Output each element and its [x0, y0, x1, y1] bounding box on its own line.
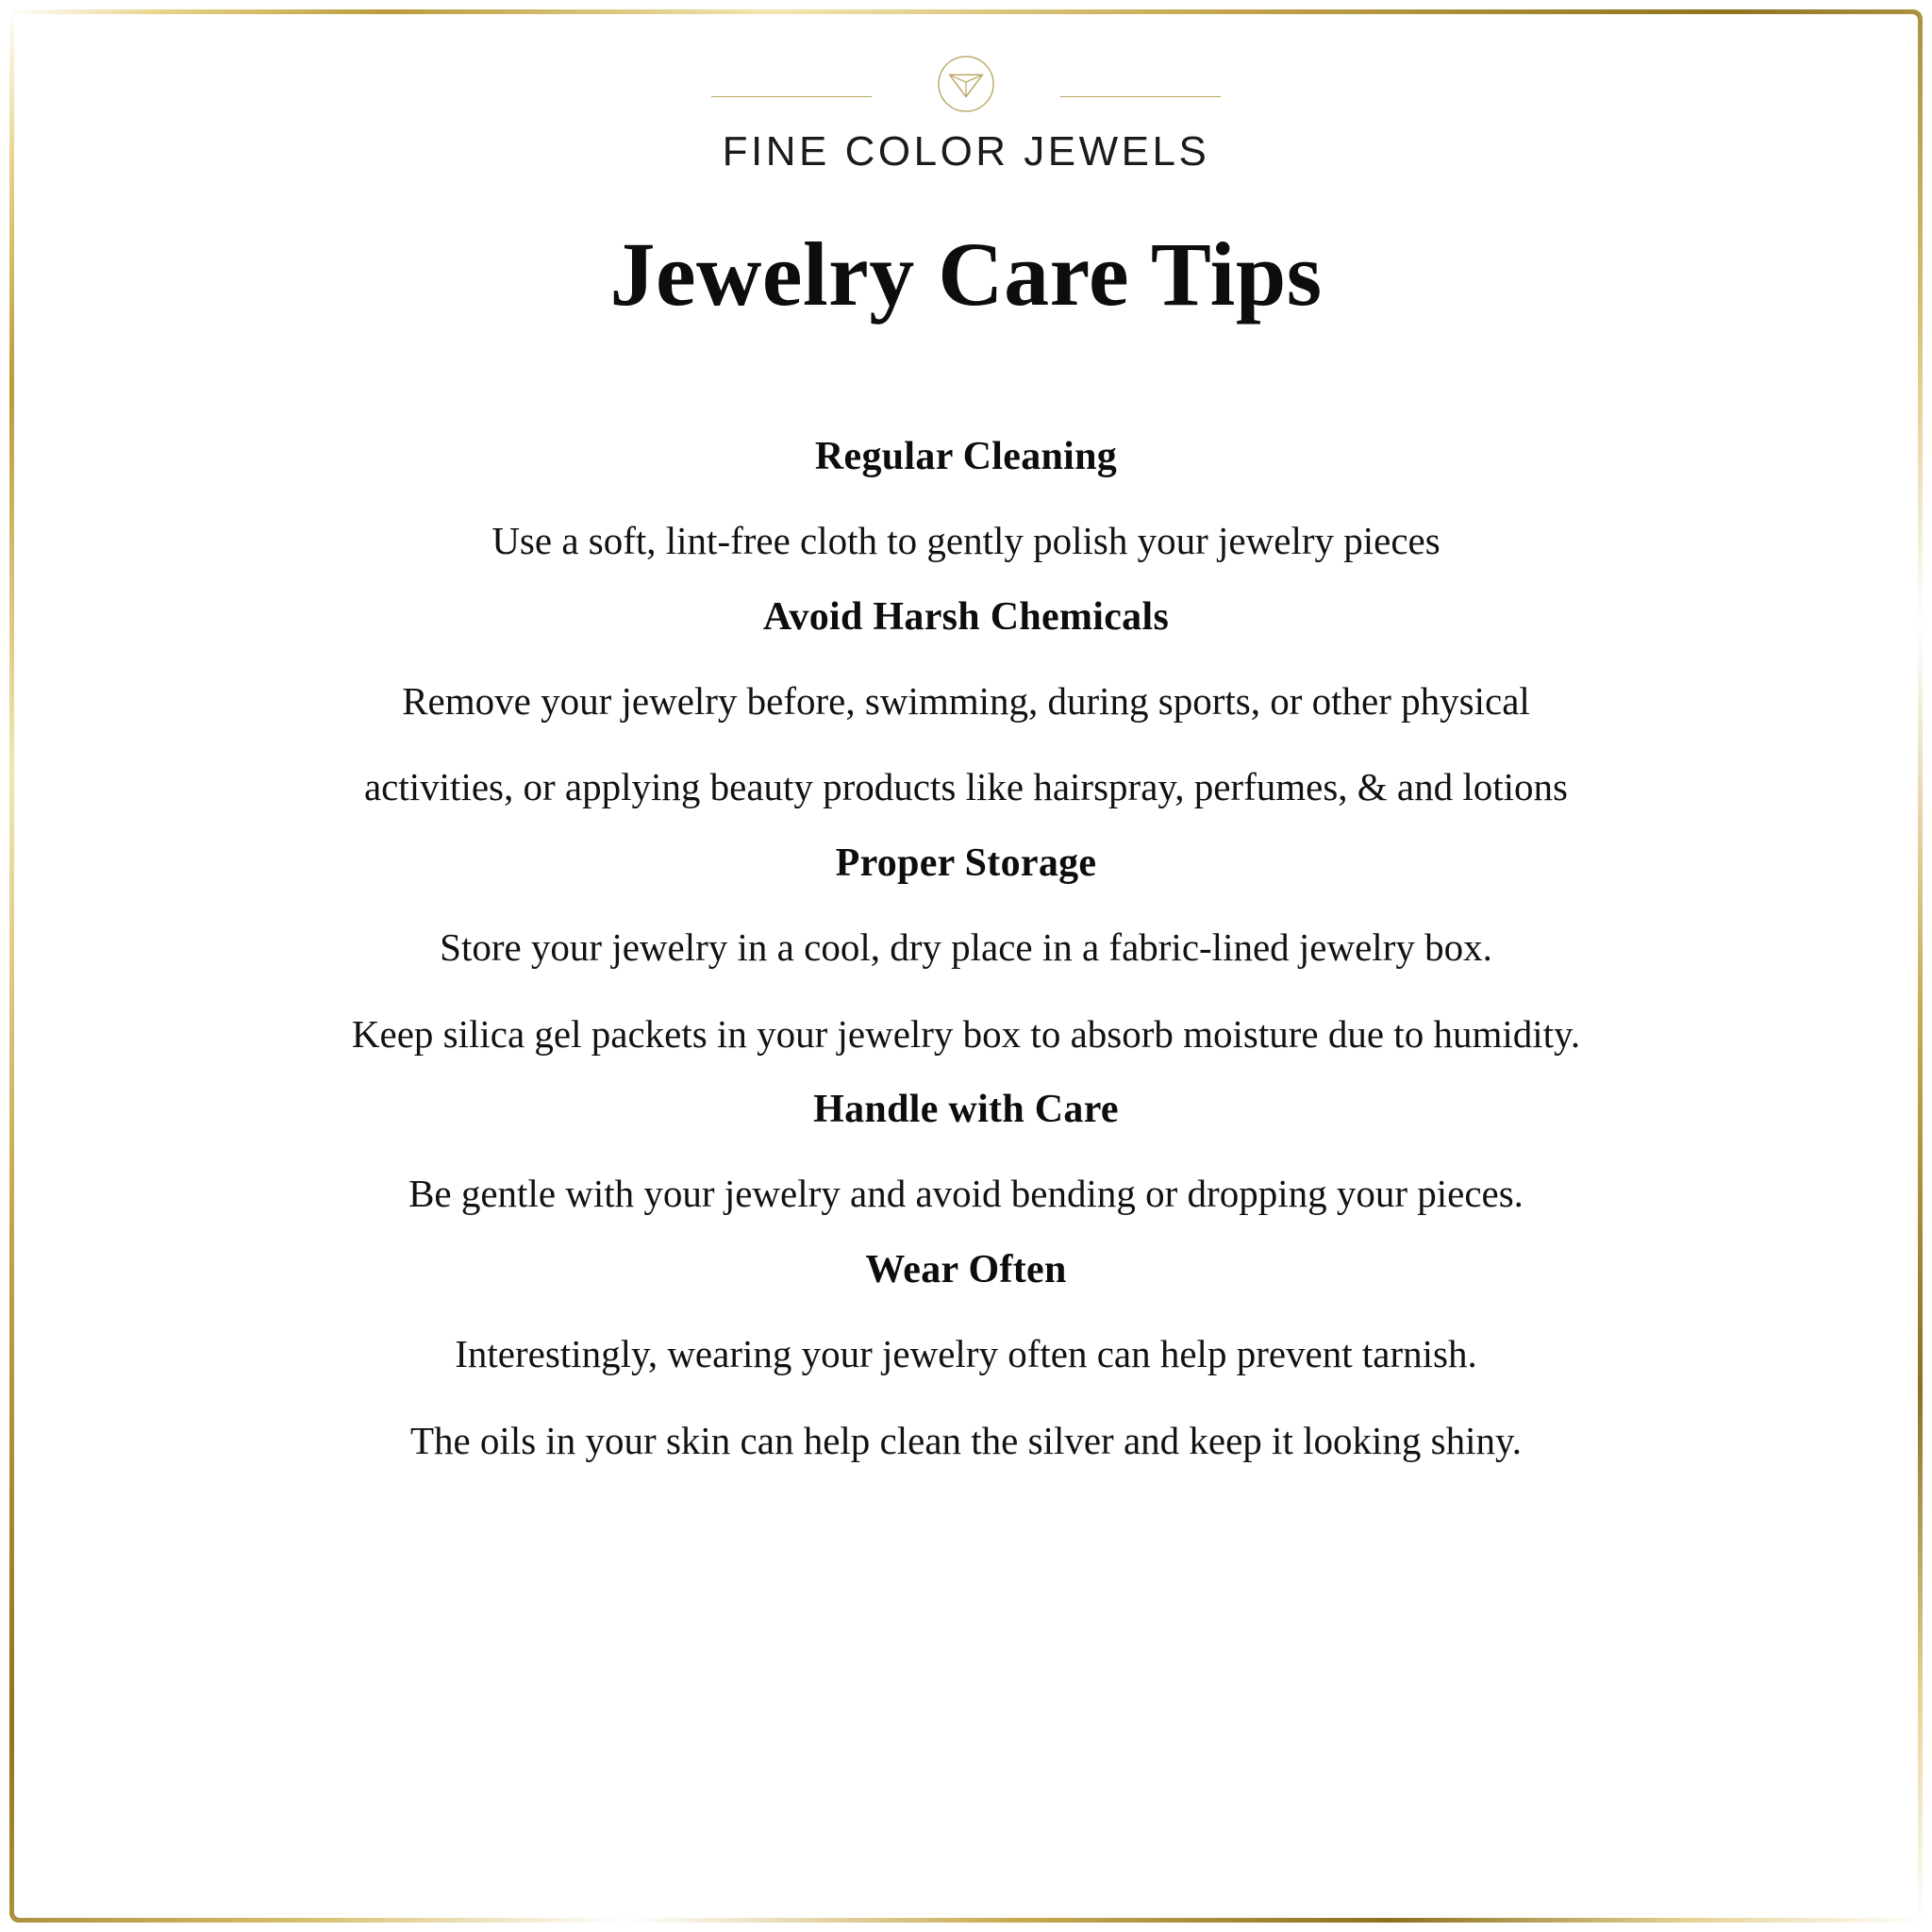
tip-line: Be gentle with your jewelry and avoid bending or dropping your pieces. — [408, 1172, 1524, 1216]
tip-section — [57, 1247, 1875, 1465]
page-title: Jewelry Care Tips — [609, 224, 1323, 325]
diamond-gem-icon — [937, 55, 995, 113]
tip-line: activities, or applying beauty products like hairspray, perfumes, & and lotions — [363, 765, 1568, 809]
tip-section — [57, 841, 1875, 1058]
logo-mark-row — [702, 49, 1230, 119]
brand-name: FINE COLOR JEWELS — [722, 128, 1210, 175]
tip-section — [57, 1087, 1875, 1219]
tip-line: Use a soft, lint-free cloth to gently polish your jewelry pieces — [491, 518, 1441, 562]
tip-line: Remove your jewelry before, swimming, during sports, or other physical — [402, 678, 1530, 723]
tip-heading: Wear Often — [865, 1247, 1067, 1291]
brand-logo — [702, 49, 1230, 175]
tips-list — [57, 417, 1875, 1465]
tip-heading: Avoid Harsh Chemicals — [762, 594, 1170, 639]
tip-heading: Proper Storage — [835, 841, 1097, 885]
tip-line: The oils in your skin can help clean the silver and keep it looking shiny. — [409, 1418, 1523, 1462]
logo-rule-right — [1060, 96, 1221, 97]
tip-line: Interestingly, wearing your jewelry often can help prevent tarnish. — [455, 1331, 1477, 1375]
page-content — [57, 28, 1875, 1904]
tip-heading: Handle with Care — [813, 1088, 1119, 1132]
logo-rule-left — [711, 96, 872, 97]
tip-line: Store your jewelry in a cool, dry place in a fabric-lined jewelry box. — [440, 924, 1492, 969]
tip-heading: Regular Cleaning — [814, 434, 1118, 478]
tip-section — [57, 434, 1875, 566]
tip-section — [57, 594, 1875, 812]
tip-line: Keep silica gel packets in your jewelry box to absorb moisture due to humidity. — [351, 1011, 1581, 1056]
